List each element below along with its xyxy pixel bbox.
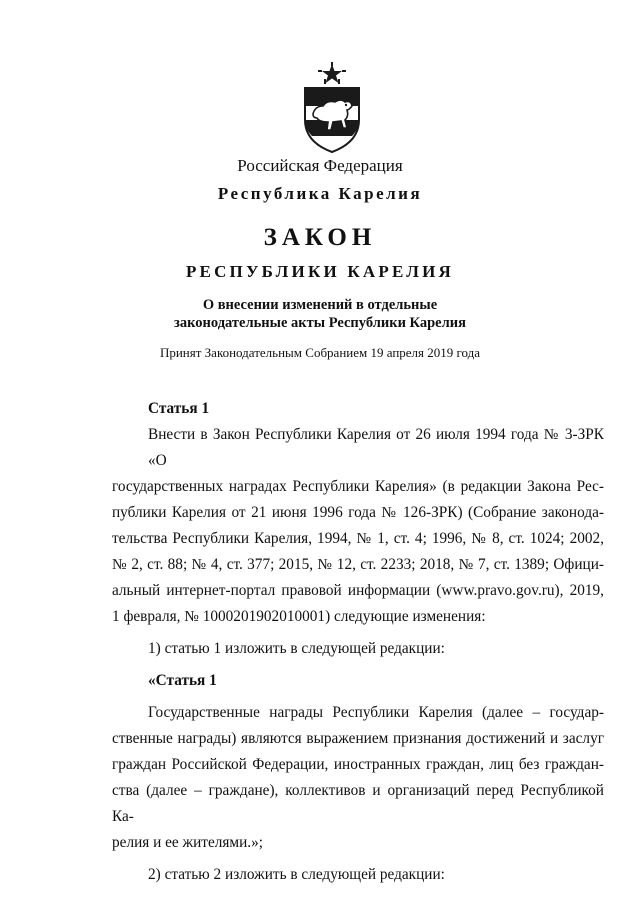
karelia-coat-of-arms-icon bbox=[297, 62, 367, 154]
document-subject bbox=[0, 296, 640, 332]
subject-line-1: О внесении изменений в отдельные bbox=[202, 297, 438, 313]
quoted-line: релия и ее жителями.»; bbox=[112, 834, 264, 851]
amendment-item-2: 2) статью 2 изложить в следующей редакции: bbox=[148, 866, 445, 883]
intro-line: государственных наградах Республики Карелия» (в редакции Закона Рес- bbox=[112, 478, 604, 495]
subject-line-2: законодательные акты Республики Карелия bbox=[174, 315, 466, 331]
amendment-item-1: 1) статью 1 изложить в следующей редакции: bbox=[148, 640, 445, 657]
quoted-article-text bbox=[112, 700, 604, 856]
document-type-sub: РЕСПУБЛИКИ КАРЕЛИЯ bbox=[185, 262, 455, 281]
article-heading: Статья 1 bbox=[148, 400, 210, 417]
quoted-line: ства (далее – граждане), коллективов и организаций перед Республикой Ка- bbox=[112, 782, 604, 825]
quoted-line: ственные награды) являются выражением признания достижений и заслуг bbox=[112, 730, 604, 747]
document-type: ЗАКОН bbox=[263, 224, 377, 251]
republic-name: Республика Карелия bbox=[217, 184, 423, 203]
intro-line: Внести в Закон Республики Карелия от 26 июля 1994 года № 3-ЗРК «О bbox=[148, 426, 604, 469]
document-body bbox=[112, 396, 604, 888]
intro-line: № 2, ст. 88; № 4, ст. 377; 2015, № 12, ст. 2233; 2018, № 7, ст. 1389; Офици- bbox=[112, 556, 604, 573]
intro-line: 1 февраля, № 1000201902010001) следующие изменения: bbox=[112, 608, 486, 625]
quoted-line: граждан Российской Федерации, иностранных граждан, лиц без граждан- bbox=[112, 756, 604, 773]
country-name: Российская Федерация bbox=[237, 156, 403, 175]
adoption-line: Принят Законодательным Собранием 19 апреля 2019 года bbox=[159, 345, 481, 360]
intro-line: тельства Республики Карелия, 1994, № 1, ст. 4; 1996, № 8, ст. 1024; 2002, bbox=[112, 530, 604, 547]
quoted-line: Государственные награды Республики Карелия (далее – государ- bbox=[148, 704, 604, 721]
quoted-article-heading: «Статья 1 bbox=[148, 672, 217, 689]
intro-line: альный интернет-портал правовой информации (www.pravo.gov.ru), 2019, bbox=[112, 582, 604, 599]
article-intro bbox=[112, 422, 604, 630]
intro-line: публики Карелия от 21 июня 1996 года № 126-ЗРК) (Собрание законода- bbox=[112, 504, 604, 521]
